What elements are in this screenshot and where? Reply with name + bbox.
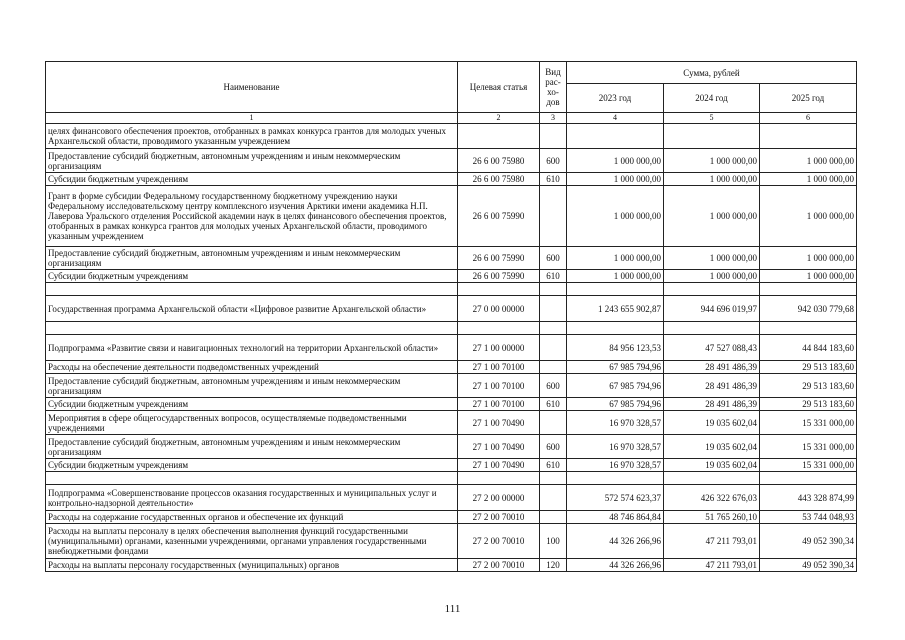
spacer-row	[46, 322, 857, 335]
cell-expense-type: 600	[540, 247, 567, 270]
table-row	[46, 361, 857, 374]
column-number: 6	[760, 113, 857, 124]
empty-cell	[664, 283, 760, 296]
cell-name: Субсидии бюджетным учреждениям	[46, 459, 458, 472]
table-row	[46, 247, 857, 270]
header-name: Наименование	[46, 62, 458, 113]
cell-expense-type	[540, 411, 567, 435]
cell-sum-2025: 29 513 183,60	[760, 361, 857, 374]
cell-sum-2024: 1 000 000,00	[664, 149, 760, 173]
spacer-row	[46, 283, 857, 296]
empty-cell	[46, 322, 458, 335]
cell-sum-2023: 44 326 266,96	[567, 524, 664, 559]
cell-sum-2024: 19 035 602,04	[664, 459, 760, 472]
cell-sum-2024: 19 035 602,04	[664, 435, 760, 459]
cell-name: Расходы на обеспечение деятельности подведомственных учреждений	[46, 361, 458, 374]
empty-cell	[567, 472, 664, 485]
cell-target-article: 26 6 00 75990	[458, 186, 540, 247]
spacer-row	[46, 472, 857, 485]
cell-name: Подпрограмма «Совершенствование процессов оказания государственных и муниципальных услуг и контрольно-надзорной деятельности»	[46, 485, 458, 511]
cell-sum-2023: 572 574 623,37	[567, 485, 664, 511]
column-number: 1	[46, 113, 458, 124]
cell-target-article: 27 1 00 70490	[458, 435, 540, 459]
cell-sum-2023: 84 956 123,53	[567, 335, 664, 361]
cell-sum-2024: 28 491 486,39	[664, 398, 760, 411]
budget-table	[45, 61, 857, 572]
empty-cell	[46, 472, 458, 485]
program-row	[46, 485, 857, 511]
cell-sum-2023: 67 985 794,96	[567, 374, 664, 398]
cell-expense-type	[540, 335, 567, 361]
page-number: 111	[444, 603, 461, 615]
table-row	[46, 411, 857, 435]
table-row	[46, 374, 857, 398]
header-year-2024: 2024 год	[664, 84, 760, 113]
cell-expense-type	[540, 485, 567, 511]
cell-sum-2025: 29 513 183,60	[760, 398, 857, 411]
cell-sum-2023: 16 970 328,57	[567, 459, 664, 472]
cell-target-article: 27 1 00 70490	[458, 459, 540, 472]
column-number: 3	[540, 113, 567, 124]
header-year-2025: 2025 год	[760, 84, 857, 113]
cell-sum-2025: 1 000 000,00	[760, 186, 857, 247]
cell-sum-2023: 44 326 266,96	[567, 559, 664, 572]
cell-sum-2023: 1 000 000,00	[567, 247, 664, 270]
cell-sum-2025: 1 000 000,00	[760, 149, 857, 173]
empty-cell	[540, 472, 567, 485]
cell-sum-2025: 29 513 183,60	[760, 374, 857, 398]
cell-expense-type: 600	[540, 435, 567, 459]
cell-expense-type: 610	[540, 270, 567, 283]
cell-sum-2023: 1 000 000,00	[567, 270, 664, 283]
cell-expense-type: 600	[540, 149, 567, 173]
cell-target-article: 27 1 00 70100	[458, 398, 540, 411]
cell-sum-2024: 1 000 000,00	[664, 186, 760, 247]
cell-name: Предоставление субсидий бюджетным, автономным учреждениям и иным некоммерческим организациям	[46, 247, 458, 270]
cell-sum-2024: 28 491 486,39	[664, 361, 760, 374]
cell-expense-type	[540, 361, 567, 374]
cell-sum-2024: 1 000 000,00	[664, 173, 760, 186]
table-row	[46, 398, 857, 411]
cell-expense-type: 610	[540, 459, 567, 472]
table-row	[46, 511, 857, 524]
cell-target-article: 27 0 00 00000	[458, 296, 540, 322]
empty-cell	[540, 322, 567, 335]
cell-name: Расходы на содержание государственных органов и обеспечение их функций	[46, 511, 458, 524]
cell-sum-2023: 67 985 794,96	[567, 361, 664, 374]
cell-sum-2023: 16 970 328,57	[567, 435, 664, 459]
cell-target-article: 26 6 00 75980	[458, 173, 540, 186]
cell-target-article: 27 2 00 70010	[458, 511, 540, 524]
cell-name: Предоставление субсидий бюджетным, автономным учреждениям и иным некоммерческим организациям	[46, 149, 458, 173]
header-expense-type: Вид рас-хо-дов	[540, 62, 567, 113]
cell-sum-2025: 49 052 390,34	[760, 559, 857, 572]
cell-name: целях финансового обеспечения проектов, отобранных в рамках конкурса грантов для молодых ученых Архангельской области, проводимого указанным учреждением	[46, 124, 458, 149]
cell-sum-2023: 1 000 000,00	[567, 173, 664, 186]
cell-sum-2024: 28 491 486,39	[664, 374, 760, 398]
cell-name: Расходы на выплаты персоналу в целях обеспечения выполнения функций государственными (муниципальными) органами, казенными учреждениями, органами управления государственными внебюджетными фондами	[46, 524, 458, 559]
table-row	[46, 173, 857, 186]
column-number: 5	[664, 113, 760, 124]
column-number: 4	[567, 113, 664, 124]
cell-expense-type: 600	[540, 374, 567, 398]
cell-target-article: 27 2 00 70010	[458, 524, 540, 559]
cell-sum-2024: 47 211 793,01	[664, 524, 760, 559]
cell-sum-2025: 44 844 183,60	[760, 335, 857, 361]
program-row	[46, 335, 857, 361]
cell-target-article: 27 2 00 70010	[458, 559, 540, 572]
cell-sum-2023	[567, 124, 664, 149]
cell-sum-2025: 1 000 000,00	[760, 173, 857, 186]
program-row	[46, 296, 857, 322]
cell-sum-2024	[664, 124, 760, 149]
table-row	[46, 270, 857, 283]
cell-sum-2023: 16 970 328,57	[567, 411, 664, 435]
cell-expense-type: 100	[540, 524, 567, 559]
empty-cell	[458, 322, 540, 335]
empty-cell	[760, 283, 857, 296]
cell-sum-2024: 51 765 260,10	[664, 511, 760, 524]
table-row	[46, 149, 857, 173]
table-row	[46, 186, 857, 247]
cell-name: Мероприятия в сфере общегосударственных вопросов, осуществляемые подведомственными учреждениями	[46, 411, 458, 435]
cell-expense-type	[540, 296, 567, 322]
table-row	[46, 524, 857, 559]
cell-expense-type: 610	[540, 398, 567, 411]
cell-expense-type: 120	[540, 559, 567, 572]
table-row	[46, 435, 857, 459]
cell-target-article: 27 1 00 00000	[458, 335, 540, 361]
cell-name: Грант в форме субсидии Федеральному государственному бюджетному учреждению науки Федеральному исследовательскому центру комплексного изучения Арктики имени академика Н.П. Лаверова Уральского отделения Российской академии наук в целях финансового обеспечения проектов, отобранных в рамках конкурса грантов для молодых ученых Архангельской области, проводимого указанным учреждением	[46, 186, 458, 247]
table-row	[46, 559, 857, 572]
cell-expense-type	[540, 186, 567, 247]
cell-target-article: 27 2 00 00000	[458, 485, 540, 511]
cell-sum-2025: 49 052 390,34	[760, 524, 857, 559]
cell-expense-type	[540, 124, 567, 149]
empty-cell	[760, 472, 857, 485]
empty-cell	[760, 322, 857, 335]
empty-cell	[46, 283, 458, 296]
cell-sum-2025: 15 331 000,00	[760, 435, 857, 459]
cell-name: Субсидии бюджетным учреждениям	[46, 173, 458, 186]
cell-name: Субсидии бюджетным учреждениям	[46, 270, 458, 283]
cell-sum-2025	[760, 124, 857, 149]
empty-cell	[567, 283, 664, 296]
header-sum: Сумма, рублей	[567, 62, 857, 84]
cell-sum-2023: 1 000 000,00	[567, 186, 664, 247]
cell-name: Государственная программа Архангельской области «Цифровое развитие Архангельской области»	[46, 296, 458, 322]
empty-cell	[664, 322, 760, 335]
cell-sum-2023: 1 000 000,00	[567, 149, 664, 173]
cell-sum-2023: 67 985 794,96	[567, 398, 664, 411]
cell-sum-2024: 944 696 019,97	[664, 296, 760, 322]
cell-sum-2024: 47 211 793,01	[664, 559, 760, 572]
table-header	[46, 62, 857, 124]
cell-sum-2024: 19 035 602,04	[664, 411, 760, 435]
cell-expense-type	[540, 511, 567, 524]
header-target-article: Целевая статья	[458, 62, 540, 113]
cell-sum-2025: 53 744 048,93	[760, 511, 857, 524]
cell-target-article: 26 6 00 75990	[458, 247, 540, 270]
cell-target-article: 26 6 00 75990	[458, 270, 540, 283]
cell-name: Предоставление субсидий бюджетным, автономным учреждениям и иным некоммерческим организациям	[46, 374, 458, 398]
cell-sum-2024: 1 000 000,00	[664, 247, 760, 270]
header-row	[46, 62, 857, 84]
column-number-row	[46, 113, 857, 124]
cell-target-article: 27 1 00 70490	[458, 411, 540, 435]
cell-name: Расходы на выплаты персоналу государственных (муниципальных) органов	[46, 559, 458, 572]
cell-name: Предоставление субсидий бюджетным, автономным учреждениям и иным некоммерческим организациям	[46, 435, 458, 459]
cell-sum-2024: 47 527 088,43	[664, 335, 760, 361]
cell-target-article: 27 1 00 70100	[458, 374, 540, 398]
cell-sum-2023: 1 243 655 902,87	[567, 296, 664, 322]
cell-sum-2025: 15 331 000,00	[760, 411, 857, 435]
cell-sum-2025: 1 000 000,00	[760, 247, 857, 270]
table-row	[46, 124, 857, 149]
empty-cell	[664, 472, 760, 485]
cell-sum-2025: 15 331 000,00	[760, 459, 857, 472]
empty-cell	[458, 472, 540, 485]
cell-sum-2023: 48 746 864,84	[567, 511, 664, 524]
cell-sum-2025: 942 030 779,68	[760, 296, 857, 322]
cell-target-article: 27 1 00 70100	[458, 361, 540, 374]
table-body	[46, 124, 857, 572]
empty-cell	[458, 283, 540, 296]
empty-cell	[567, 322, 664, 335]
cell-sum-2024: 1 000 000,00	[664, 270, 760, 283]
cell-sum-2024: 426 322 676,03	[664, 485, 760, 511]
header-year-2023: 2023 год	[567, 84, 664, 113]
cell-name: Подпрограмма «Развитие связи и навигационных технологий на территории Архангельской области»	[46, 335, 458, 361]
empty-cell	[540, 283, 567, 296]
cell-sum-2025: 1 000 000,00	[760, 270, 857, 283]
cell-name: Субсидии бюджетным учреждениям	[46, 398, 458, 411]
cell-target-article	[458, 124, 540, 149]
table-row	[46, 459, 857, 472]
column-number: 2	[458, 113, 540, 124]
cell-target-article: 26 6 00 75980	[458, 149, 540, 173]
cell-sum-2025: 443 328 874,99	[760, 485, 857, 511]
cell-expense-type: 610	[540, 173, 567, 186]
